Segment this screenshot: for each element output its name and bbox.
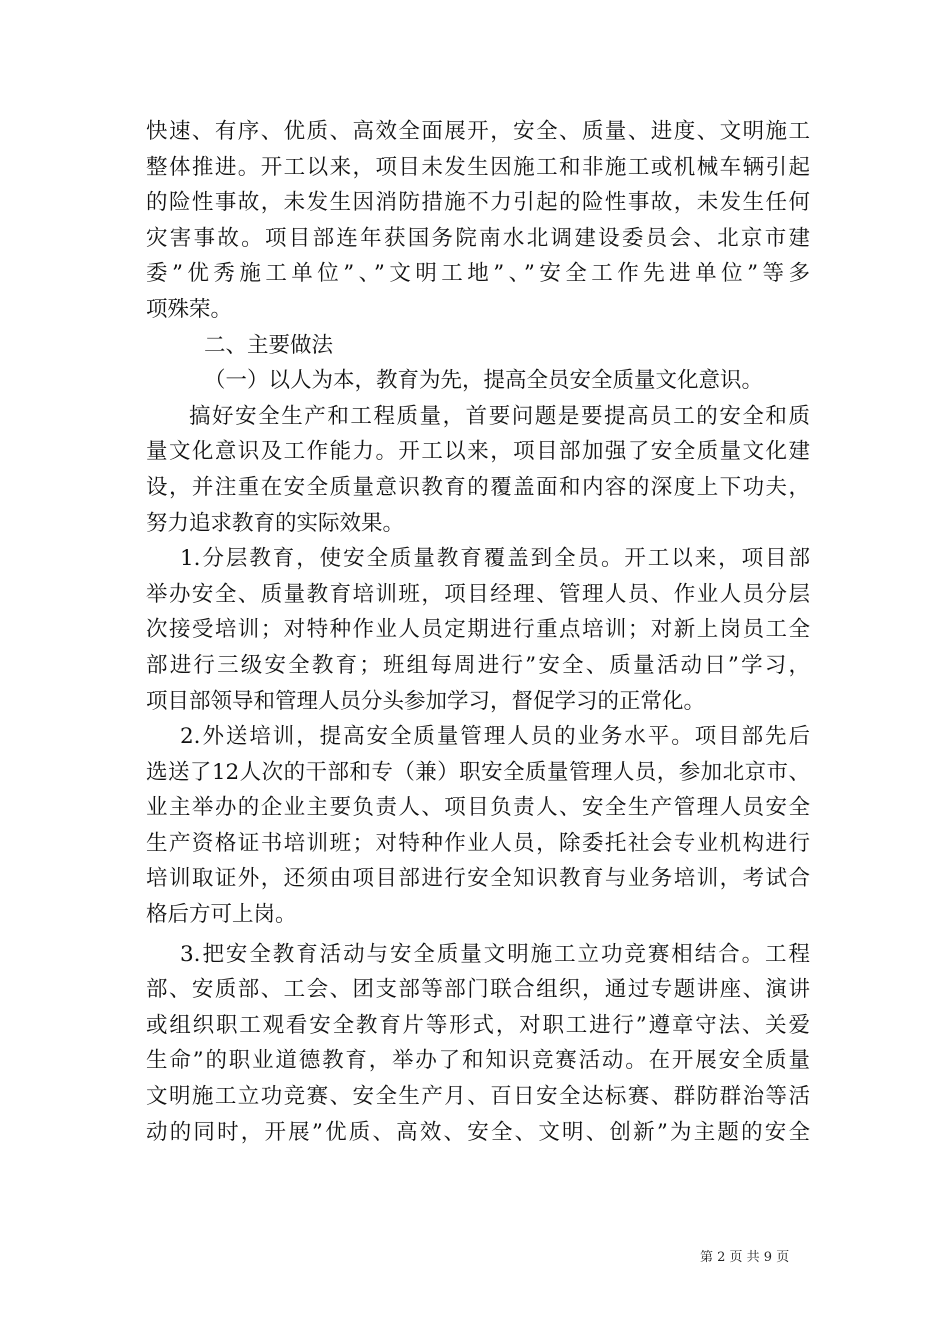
text-line: 整体推进。开工以来，项目未发生因施工和非施工或机械车辆引起	[146, 154, 810, 180]
text-line: 次接受培训；对特种作业人员定期进行重点培训；对新上岗员工全	[146, 617, 810, 643]
text-line: 生命”的职业道德教育，举办了和知识竞赛活动。在开展安全质量	[146, 1048, 810, 1074]
text-line: 举办安全、质量教育培训班，项目经理、管理人员、作业人员分层	[146, 581, 810, 607]
text-line: 动的同时，开展”优质、高效、安全、文明、创新”为主题的安全	[146, 1119, 810, 1145]
text-line: 1.分层教育，使安全质量教育覆盖到全员。开工以来，项目部	[180, 546, 810, 572]
text-line: 灾害事故。项目部连年获国务院南水北调建设委员会、北京市建	[146, 225, 810, 251]
text-line: 3.把安全教育活动与安全质量文明施工立功竞赛相结合。工程	[180, 941, 810, 967]
text-line: 努力追求教育的实际效果。	[146, 510, 405, 536]
text-line: 选送了12人次的干部和专（兼）职安全质量管理人员，参加北京市、	[146, 759, 810, 785]
text-line: 或组织职工观看安全教育片等形式，对职工进行”遵章守法、关爱	[146, 1012, 810, 1038]
text-line: 格后方可上岗。	[146, 902, 297, 928]
text-line: 生产资格证书培训班；对特种作业人员，除委托社会专业机构进行	[146, 830, 810, 856]
subsection-heading: （一）以人为本，教育为先，提高全员安全质量文化意识。	[204, 368, 764, 394]
text-line: 部进行三级安全教育；班组每周进行”安全、质量活动日”学习，	[146, 652, 810, 678]
text-line: 2.外送培训，提高安全质量管理人员的业务水平。项目部先后	[180, 724, 810, 750]
text-line: 设，并注重在安全质量意识教育的覆盖面和内容的深度上下功夫，	[146, 474, 810, 500]
page-footer: 第 2 页 共 9 页	[700, 1250, 790, 1265]
text-line: 委”优秀施工单位”、”文明工地”、”安全工作先进单位”等多	[146, 261, 810, 287]
text-line: 搞好安全生产和工程质量，首要问题是要提高员工的安全和质	[189, 403, 810, 429]
text-line: 培训取证外，还须由项目部进行安全知识教育与业务培训，考试合	[146, 866, 810, 892]
text-line: 量文化意识及工作能力。开工以来，项目部加强了安全质量文化建	[146, 439, 810, 465]
body-text	[146, 114, 810, 1150]
text-line: 文明施工立功竞赛、安全生产月、百日安全达标赛、群防群治等活	[146, 1084, 810, 1110]
text-line: 项目部领导和管理人员分头参加学习，督促学习的正常化。	[146, 688, 706, 714]
section-heading: 二、主要做法	[204, 332, 334, 358]
text-line: 业主举办的企业主要负责人、项目负责人、安全生产管理人员安全	[146, 795, 810, 821]
text-line: 项殊荣。	[146, 296, 233, 322]
text-line: 部、安质部、工会、团支部等部门联合组织，通过专题讲座、演讲	[146, 977, 810, 1003]
text-line: 快速、有序、优质、高效全面展开，安全、质量、进度、文明施工	[146, 119, 810, 144]
text-line: 的险性事故，未发生因消防措施不力引起的险性事故，未发生任何	[146, 190, 810, 216]
